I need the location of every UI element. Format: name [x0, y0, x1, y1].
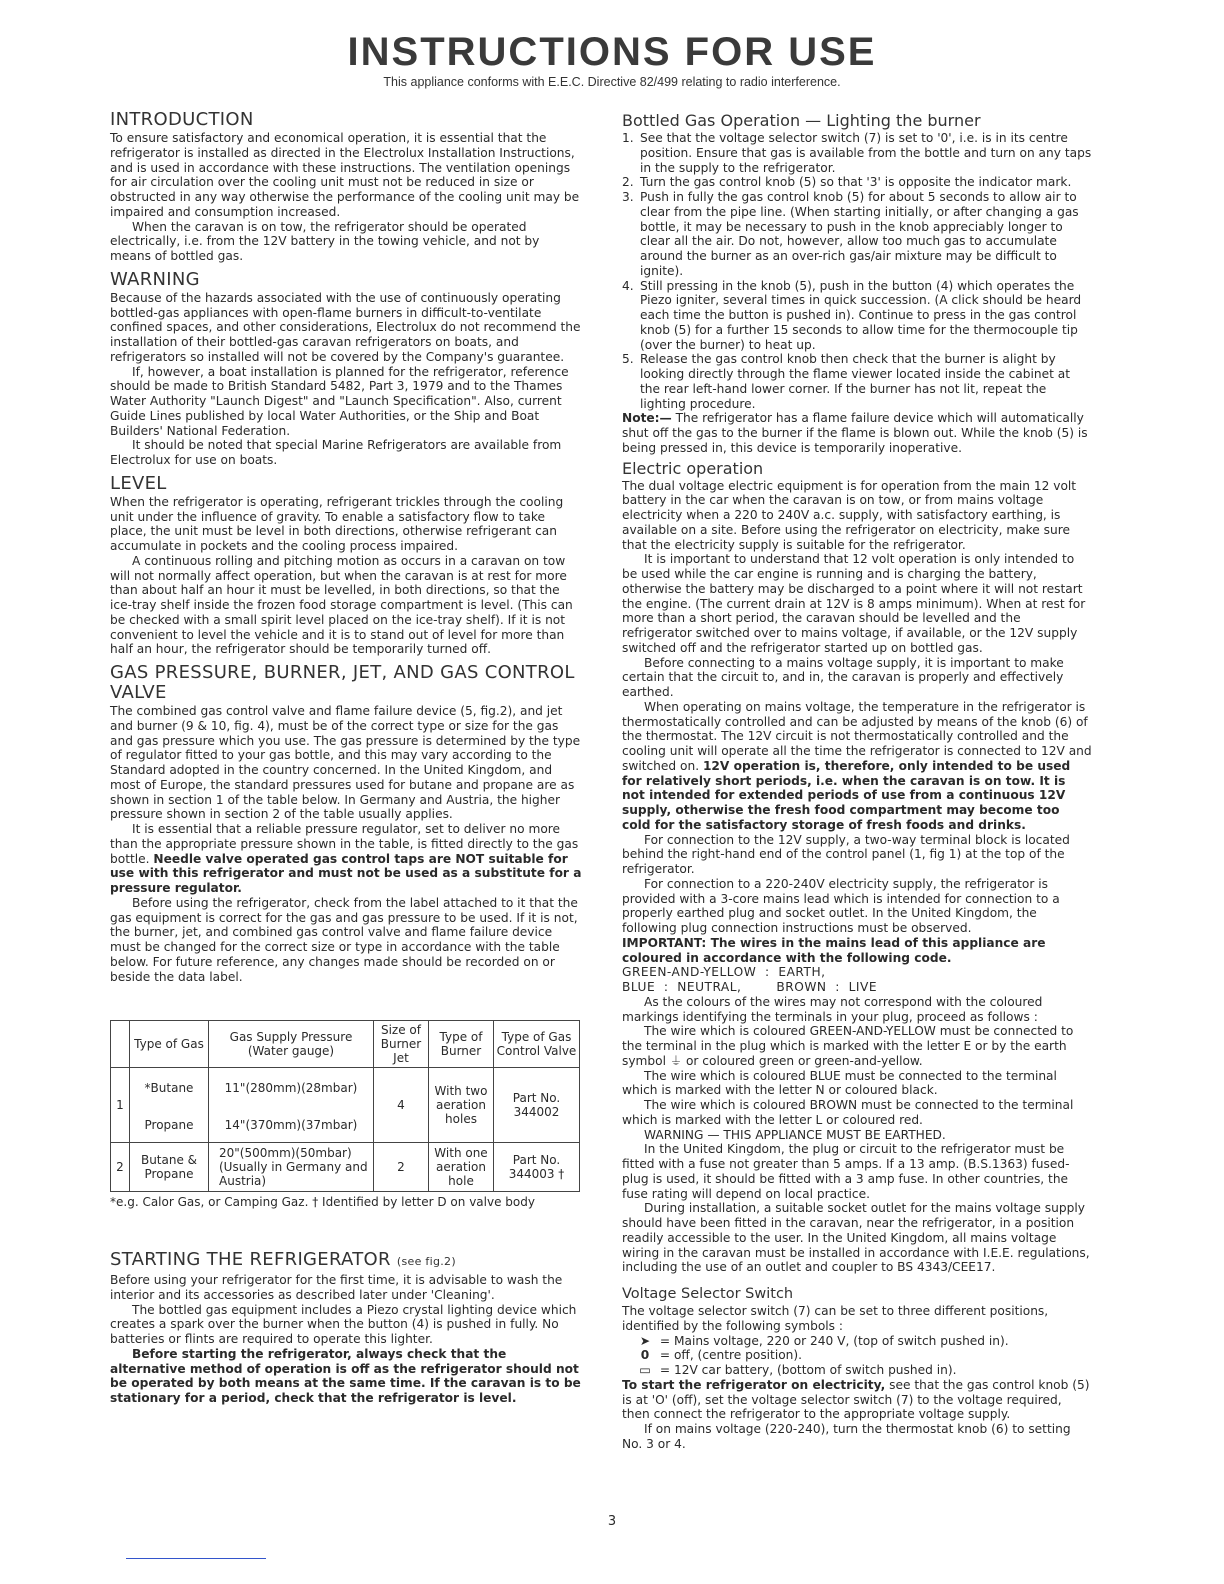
list-item [622, 175, 1092, 190]
step-text: Still pressing in the knob (5), push in the button (4) which operates the Piezo igniter, several times in quick succession. (A click should be heard each time the button is pushed in). Continue to press in the gas control knob (5) for a further 15 seconds to allow time for the thermocouple tip (over the burner) to heat up. [640, 278, 1082, 352]
voltage-selector-p2 [622, 1378, 1092, 1422]
level-p1: When the refrigerator is operating, refrigerant trickles through the cooling unit under the influence of gravity. To enable a satisfactory flow to take place, the unit must be level in both directions, otherwise refrigerant can accumulate in pockets and the cooling process impaired. [110, 494, 564, 553]
gas-table-header-pressure: Gas Supply Pressure (Water gauge) [209, 1021, 374, 1068]
gas-table-header-gas-type: Type of Gas [130, 1021, 209, 1068]
electric-p10: The wire which is coloured BROWN must be connected to the terminal which is marked with the letter L or coloured red. [622, 1098, 1074, 1127]
gas-table-cell: Propane [130, 1108, 209, 1143]
electric-p9: The wire which is coloured BLUE must be connected to the terminal which is marked with the letter N or coloured black. [622, 1068, 1057, 1098]
gas-table-header-jet: Size of Burner Jet [374, 1021, 429, 1068]
page-subtitle: This appliance conforms with E.E.C. Directive 82/499 relating to radio interference. [383, 75, 841, 89]
step-number: 3. [622, 190, 634, 204]
starting-p3: Before starting the refrigerator, always check that the alternative method of operation is off as the refrigerator should not be operated by both means at the same time. If the caravan is to be stationary for a period, check that the refrigerator is level. [110, 1346, 581, 1405]
bottled-gas-section [622, 112, 1092, 456]
introduction-p2: When the caravan is on tow, the refrigerator should be operated electrically, i.e. from the 12V battery in the towing vehicle, and not by means of bottled gas. [110, 219, 540, 263]
gas-table-section-number: 2 [111, 1143, 130, 1192]
level-p2: A continuous rolling and pitching motion as occurs in a caravan on tow will not normally affect operation, but when the caravan is at rest for more than about half an hour it must be levelled, in both directions, so that the ice-tray shelf inside the frozen food storage compartment is level. (This can be checked with a small spirit level placed on the ice-tray shelf). If it is not convenient to level the vehicle and it is to stand out of level for more than half an hour, the refrigerator should be temporarily turned off. [110, 553, 573, 657]
gas-table-cell: 14"(370mm)(37mbar) [209, 1108, 374, 1143]
electric-p4-text: When operating on mains voltage, the temperature in the refrigerator is thermostatically controlled and can be adjusted by means of the knob (6) of the thermostat. The 12V circuit is not thermostatically controlled and the cooling unit will operate all the time the refrigerator is connected to 12V and switched on. [622, 699, 1092, 773]
electric-p7: As the colours of the wires may not correspond with the coloured markings identifying the terminals in your plug, proceed as follows : [622, 994, 1043, 1024]
electric-heading: Electric operation [622, 458, 764, 478]
voltage-selector-heading: Voltage Selector Switch [622, 1286, 794, 1302]
mains-plug-icon: ➤ [639, 1333, 651, 1348]
step-number: 4. [622, 278, 634, 293]
bottled-gas-note [622, 411, 1092, 455]
right-column [622, 108, 1092, 1452]
off-symbol-icon: 0 [640, 1348, 650, 1363]
important-notice [622, 936, 1092, 966]
gas-pressure-section [110, 663, 582, 984]
electric-p1: The dual voltage electric equipment is for operation from the main 12 volt battery in the car when the caravan is on tow, or from mains voltage electricity when a 220 to 240V a.c. supply, with satisfactory earthing, is available on a site. Before using the refrigerator on electricity, make sure that the electricity supply is suitable for the refrigerator. [622, 478, 1077, 552]
starting-heading-line [110, 1250, 582, 1272]
voltage-selector-section [622, 1285, 1092, 1452]
gas-table-header-blank [111, 1021, 130, 1068]
step-number: 2. [622, 175, 634, 190]
gas-table-cell: With one aeration hole [429, 1143, 494, 1192]
starting-heading: STARTING THE REFRIGERATOR [110, 1249, 391, 1270]
important-label: IMPORTANT: [622, 935, 707, 950]
electric-p6: For connection to a 220-240V electricity supply, the refrigerator is provided with a 3-core mains lead which is intended for connection to a properly earthed plug and socket outlet. In the United Kingdom, the following plug connection instructions must be observed. [622, 876, 1060, 935]
step-text: Push in fully the gas control knob (5) for about 5 seconds to allow air to clear from the pipe line. (When starting initially, or after changing a gas bottle, it may be necessary to push in the knob appreciably longer to clear all the air. Do not, however, allow too much gas to accumulate around the burner as an over-rich gas/air mixture may be difficult to ignite). [640, 190, 1079, 278]
table-row [111, 1143, 580, 1192]
gas-pressure-p1: The combined gas control valve and flame failure device (5, fig.2), and jet and burner (9 & 10, fig. 4), must be of the correct type or size for the gas and gas pressure which you use. The gas pressure is determined by the type of regulator fitted to your gas bottle, and this may vary according to the Standard adopted in the country concerned. In the United Kingdom, and most of Europe, the standard pressures used for butane and propane are as shown in section 1 of the table below. In Germany and Austria, the higher pressure shown in section 2 of the table usually applies. [110, 704, 581, 822]
step-number: 5. [622, 352, 634, 367]
bottom-rule [126, 1558, 266, 1559]
gas-table-cell: 2 [374, 1143, 429, 1192]
step-text: See that the voltage selector switch (7) is set to '0', i.e. is in its centre position. Ensure that gas is available from the bottle and turn on any taps in the supply to the refrigerator. [640, 131, 1092, 175]
gas-table-header-valve: Type of Gas Control Valve [494, 1021, 580, 1068]
warning-heading: WARNING [110, 268, 200, 290]
voltage-option-off [622, 1348, 1092, 1363]
gas-table-cell: Part No. 344002 [494, 1068, 580, 1143]
starting-p2: The bottled gas equipment includes a Piezo crystal lighting device which creates a spark over the burner when the button (4) is pushed in fully. No batteries or flints are required to operate this lighter. [110, 1302, 577, 1346]
gas-table-cell: *Butane [130, 1068, 209, 1109]
voltage-selector-p2-text: see that the gas control knob (5) is at 'O' (off), set the voltage selector switch (7) to the voltage required, then connect the refrigerator to the appropriate voltage supply. [622, 1377, 1090, 1422]
note-label: Note:— [622, 411, 672, 426]
voltage-option-mains-text: = Mains voltage, 220 or 240 V, (top of switch pushed in). [659, 1333, 1009, 1348]
gas-pressure-p2-text: It is essential that a reliable pressure regulator, set to deliver no more than the appropriate pressure shown in the table, is fitted directly to the gas bottle. [110, 822, 579, 866]
gas-table-header-burner: Type of Burner [429, 1021, 494, 1068]
starting-p1: Before using your refrigerator for the first time, it is advisable to wash the interior and its accessories as described later under 'Cleaning'. [110, 1273, 563, 1302]
electric-p4 [622, 700, 1092, 833]
gas-table-section-number: 1 [111, 1068, 130, 1143]
step-text: Release the gas control knob then check that the burner is alight by looking directly through the flame viewer located inside the cabinet at the rear left-hand lower corner. If the burner has not lit, repeat the lighting procedure. [640, 352, 1071, 411]
step-number: 1. [622, 131, 634, 145]
level-heading: LEVEL [110, 472, 167, 494]
page-number: 3 [607, 1514, 617, 1529]
starting-section [110, 1250, 582, 1406]
gas-pressure-heading: GAS PRESSURE, BURNER, JET, AND GAS CONTROL VALVE [110, 662, 575, 703]
electric-p12: In the United Kingdom, the plug or circuit to the refrigerator must be fitted with a fuse not greater than 5 amps. If a 13 amp. (B.S.1363) fused-plug is used, it should be fitted with a 3 amp fuse. In other countries, the fuse rating will depend on local practice. [622, 1142, 1070, 1201]
gas-table-cell: Part No. 344003 † [494, 1143, 580, 1192]
important-text: The wires in the mains lead of this appliance are coloured in accordance with the following code. [622, 935, 1046, 965]
page-title: INSTRUCTIONS FOR USE [347, 30, 877, 74]
electric-p2: It is important to understand that 12 volt operation is only intended to be used while the car engine is running and is charging the battery, otherwise the battery may be discharged to a point where it will not restart the engine. (The current drain at 12V is 8 amps minimum). When at rest for more than a short period, the caravan should be levelled and the refrigerator switched over to mains voltage, if available, or the 12V supply switched off and the refrigerator started up on bottled gas. [622, 552, 1086, 655]
level-section [110, 474, 582, 657]
gas-table [110, 1020, 580, 1192]
electric-p3: Before connecting to a mains voltage supply, it is important to make certain that the circuit to, and in, the caravan is properly and effectively earthed. [622, 655, 1064, 699]
warning-section [110, 270, 582, 468]
left-column [110, 108, 582, 1406]
electric-p4-bold: 12V operation is, therefore, only intended to be used for relatively short periods, i.e. when the caravan is on tow. It is not intended for extended periods of use from a continuous 12V supply, otherwise the fresh food compartment may become too cold for the satisfactory storage of fresh foods and drinks. [622, 758, 1071, 832]
electric-p13: During installation, a suitable socket outlet for the mains voltage supply should have been fitted in the caravan, near the refrigerator, in a position readily accessible to the user. In the United Kingdom, all mains voltage wiring in the caravan must be installed in accordance with I.E.E. regulations, including the use of an outlet and coupler to BS 4343/CEE17. [622, 1201, 1090, 1275]
list-item [622, 279, 1092, 353]
voltage-option-battery-text: = 12V car battery, (bottom of switch pushed in). [659, 1363, 957, 1377]
introduction-p1: To ensure satisfactory and economical operation, it is essential that the refrigerator is installed as directed in the Electrolux Installation Instructions, and is used in accordance with these instructions. The ventilation openings for air circulation over the cooling unit must not be reduced in size or obstructed in any way otherwise the performance of the cooling unit may be impaired and consumption increased. [110, 131, 580, 219]
gas-pressure-p3: Before using the refrigerator, check from the label attached to it that the gas equipment is correct for the gas and gas pressure to be used. If it is not, the burner, jet, and combined gas control valve and flame failure device must be changed for the correct size or type in accordance with the table below. For future reference, any changes made should be recorded on or beside the data label. [110, 895, 578, 984]
note-text: The refrigerator has a flame failure device which will automatically shut off the gas to the burner if the flame is blown out. While the knob (5) is being pressed in, this device is temporarily inoperative. [622, 411, 1088, 455]
voltage-selector-p3: If on mains voltage (220-240), turn the thermostat knob (6) to setting No. 3 or 4. [622, 1422, 1071, 1451]
list-item [622, 352, 1092, 411]
introduction-heading: INTRODUCTION [110, 109, 254, 130]
voltage-option-mains [622, 1334, 1092, 1349]
gas-table-cell: 4 [374, 1068, 429, 1143]
wire-code-1: GREEN-AND-YELLOW : EARTH, [622, 965, 826, 980]
step-text: Turn the gas control knob (5) so that '3' is opposite the indicator mark. [640, 175, 1072, 190]
electric-p8: The wire which is coloured GREEN-AND-YELLOW must be connected to the terminal in the plug which is marked with the letter E or by the earth symbol ⏚ or coloured green or green-and-yellow. [622, 1024, 1074, 1068]
gas-table-cell: 20"(500mm)(50mbar) (Usually in Germany and Austria) [209, 1143, 374, 1192]
warning-p3: It should be noted that special Marine Refrigerators are available from Electrolux for use on boats. [110, 438, 562, 467]
gas-table-cell: Butane & Propane [130, 1143, 209, 1192]
voltage-selector-p2-bold: To start the refrigerator on electricity, [622, 1377, 886, 1392]
starting-heading-note: (see fig.2) [396, 1255, 456, 1268]
gas-table-cell: 11"(280mm)(28mbar) [209, 1068, 374, 1109]
gas-pressure-p2 [110, 822, 582, 896]
list-item [622, 131, 1092, 175]
introduction-section [110, 110, 582, 264]
list-item [622, 190, 1092, 279]
table-row [111, 1068, 580, 1109]
bottled-gas-heading: Bottled Gas Operation — Lighting the burner [622, 111, 981, 130]
gas-table-footnote: *e.g. Calor Gas, or Camping Gaz. † Identified by letter D on valve body [110, 1195, 535, 1210]
battery-icon: ▭ [639, 1363, 651, 1377]
earth-warning: WARNING — THIS APPLIANCE MUST BE EARTHED. [644, 1127, 946, 1142]
voltage-selector-p1: The voltage selector switch (7) can be set to three different positions, identified by the following symbols : [622, 1304, 1049, 1333]
warning-p1: Because of the hazards associated with the use of continuously operating bottled-gas appliances with open-flame burners in difficult-to-ventilate confined spaces, and other considerations, Electrolux do not recommend the installation of their bottled-gas caravan refrigerators on boats, and refrigerators so installed will not be covered by the Company's guarantee. [110, 290, 581, 364]
voltage-option-off-text: = off, (centre position). [659, 1348, 803, 1363]
warning-p2: If, however, a boat installation is planned for the refrigerator, reference should be made to British Standard 5482, Part 3, 1979 and to the Thames Water Authority "Launch Digest" and "Launch Specification". Also, current Guide Lines published by local Water Authorities, or the Ship and Boat Builders' National Federation. [110, 364, 569, 438]
gas-table-cell: With two aeration holes [429, 1068, 494, 1143]
electric-section [622, 460, 1092, 1276]
wire-code-2: BLUE : NEUTRAL, BROWN : LIVE [622, 980, 878, 994]
gas-table-header-row [111, 1021, 580, 1068]
voltage-option-battery [622, 1363, 1092, 1378]
bottled-gas-steps [622, 131, 1092, 411]
gas-pressure-p2-bold: Needle valve operated gas control taps are NOT suitable for use with this refrigerator and must not be used as a substitute for a pressure regulator. [110, 851, 582, 895]
electric-p5: For connection to the 12V supply, a two-way terminal block is located behind the right-hand end of the control panel (1, fig 1) at the top of the refrigerator. [622, 832, 1070, 876]
